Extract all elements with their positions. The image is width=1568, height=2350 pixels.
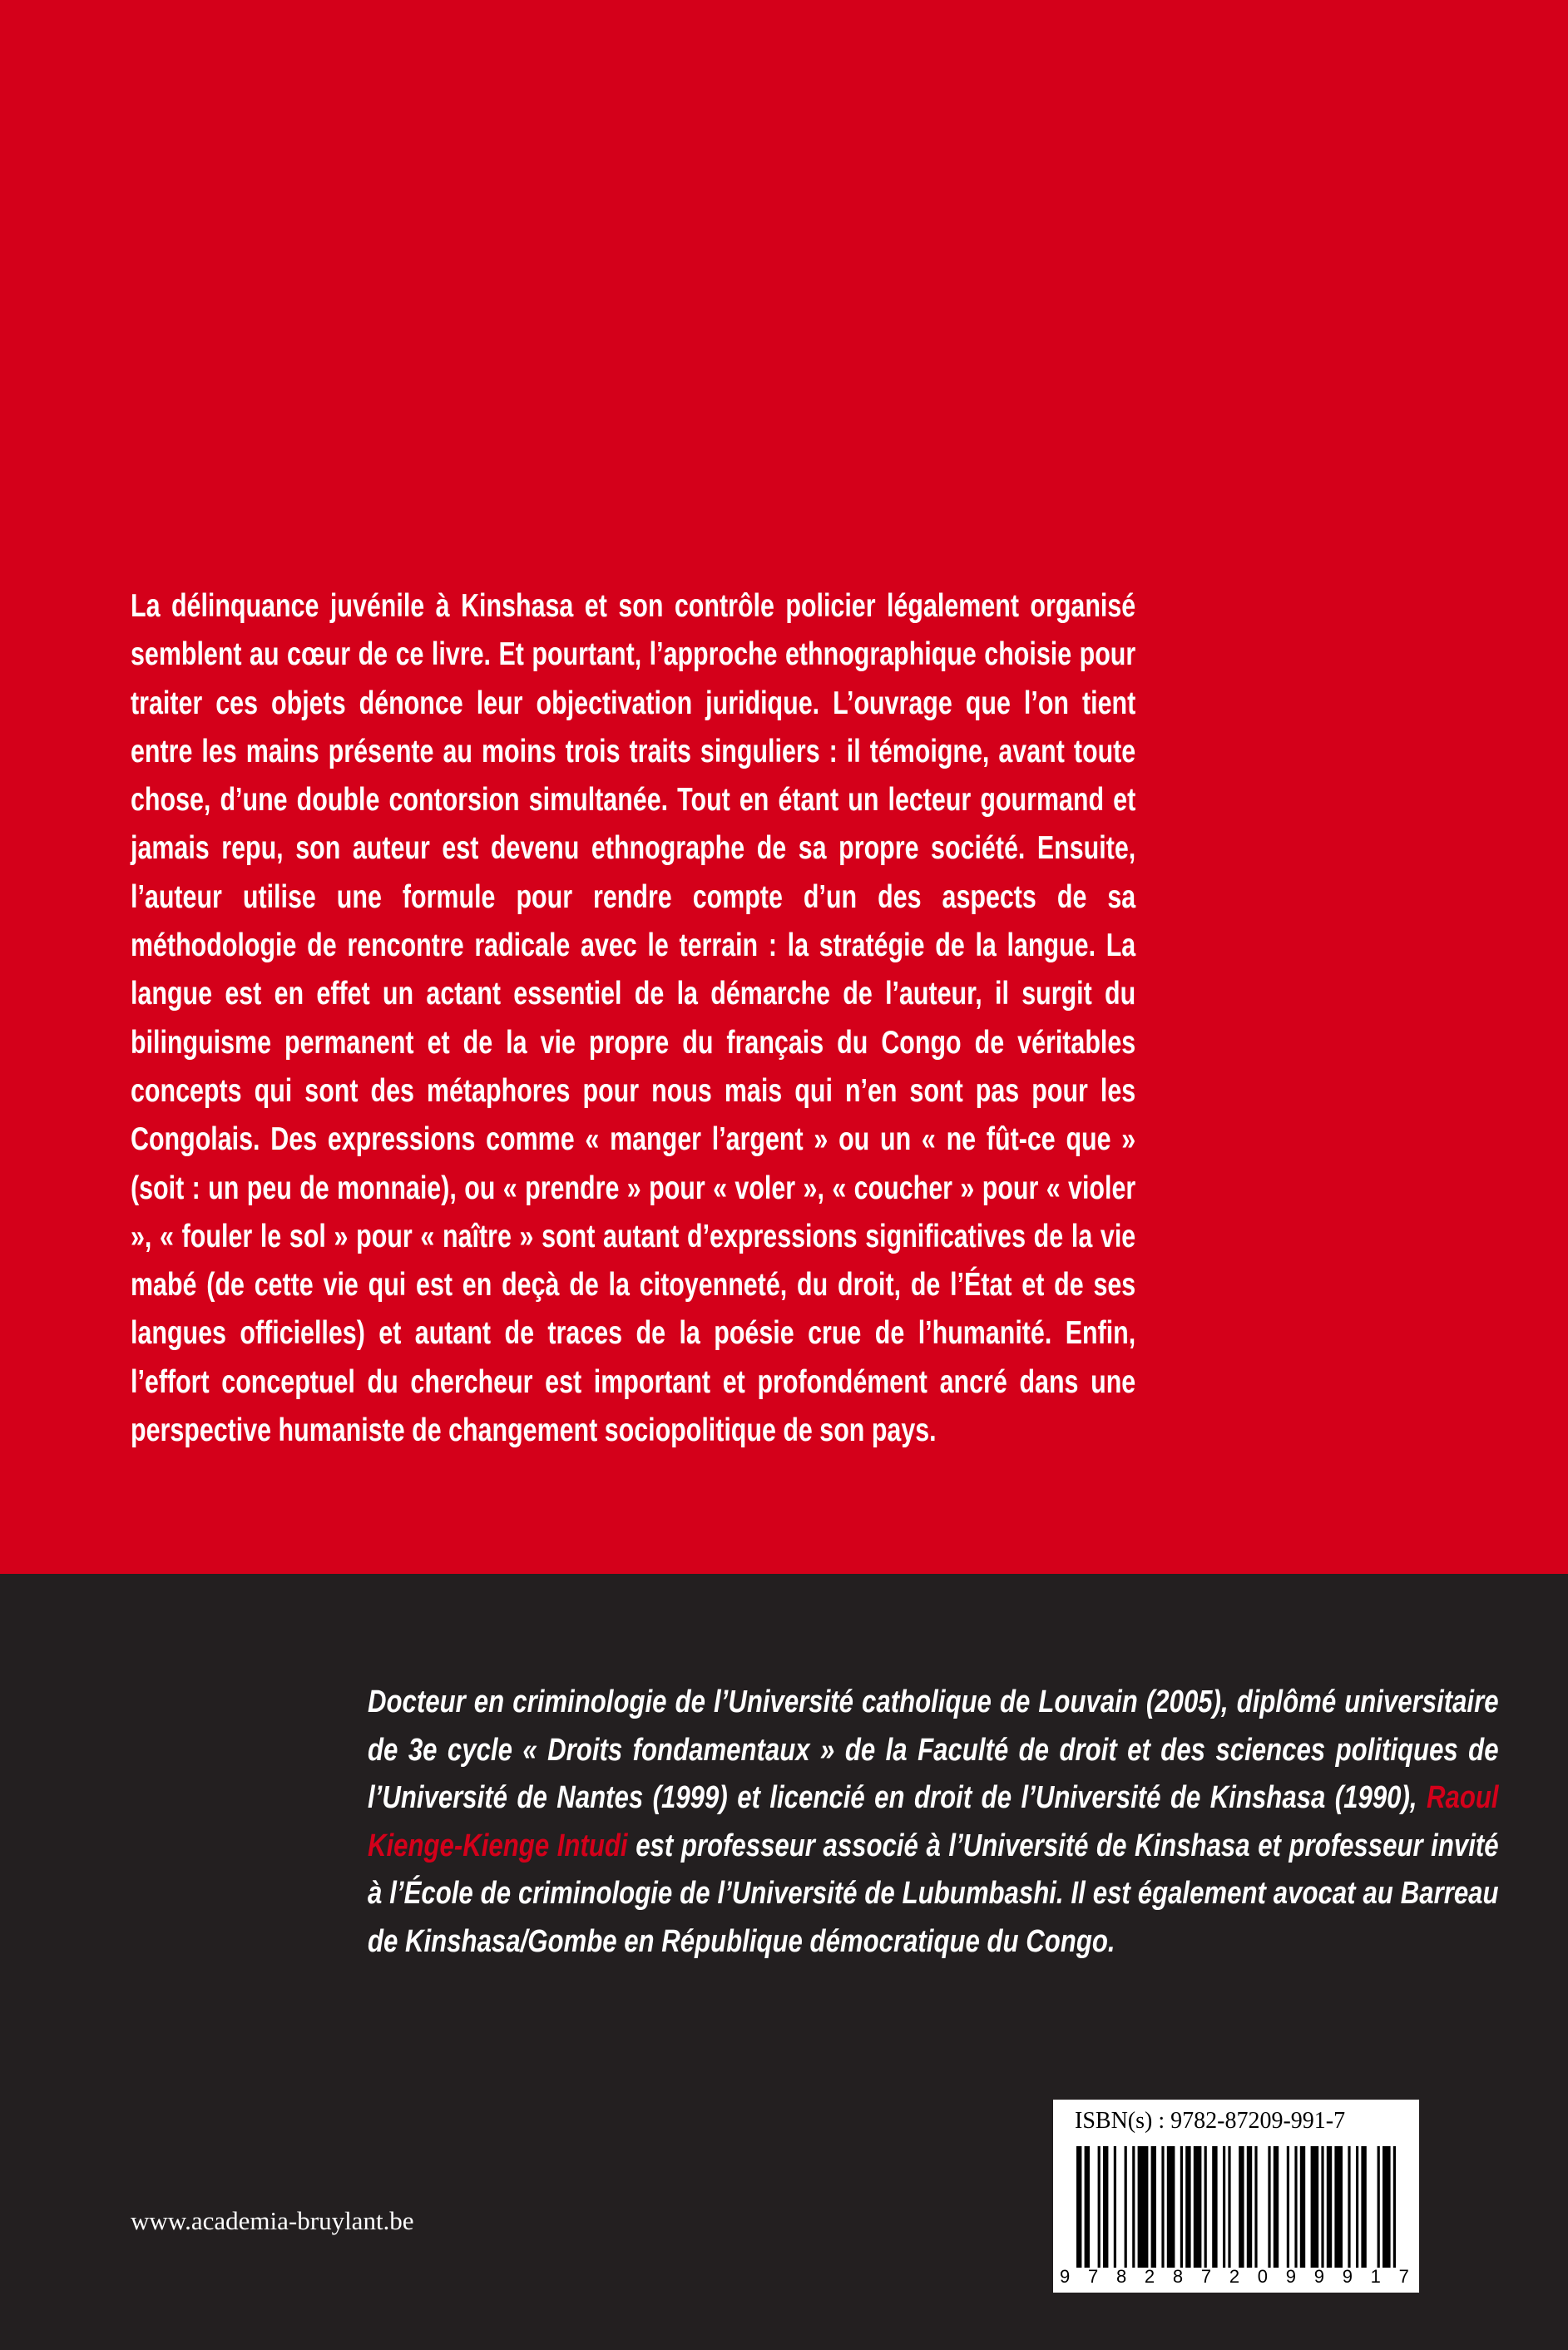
barcode-bar [1356, 2146, 1358, 2268]
barcode-bar [1300, 2146, 1305, 2268]
barcode-bar [1114, 2146, 1116, 2268]
barcode-digit: 7 [1398, 2266, 1409, 2287]
barcode-bar [1125, 2146, 1127, 2268]
barcode-bar [1239, 2146, 1244, 2268]
barcode-bar [1247, 2146, 1252, 2268]
barcode-digit: 7 [1200, 2266, 1212, 2287]
barcode-bar [1180, 2146, 1183, 2268]
barcode-digit: 8 [1172, 2266, 1184, 2287]
barcode-bar [1223, 2146, 1225, 2268]
barcode-bar [1294, 2146, 1297, 2268]
author-name: Raoul Kienge-Kienge Intudi [368, 1780, 1499, 1863]
barcode-bar [1138, 2146, 1149, 2268]
barcode-bar [1311, 2146, 1319, 2268]
barcode-bar [1348, 2146, 1350, 2268]
barcode-digit: 1 [1370, 2266, 1381, 2287]
barcode-bar [1378, 2146, 1380, 2268]
barcode-bar [1361, 2146, 1366, 2268]
barcode-bar [1098, 2146, 1101, 2268]
barcode-bar [1287, 2146, 1289, 2268]
barcode-digit: 9 [1060, 2266, 1071, 2287]
barcode-bar [1274, 2146, 1279, 2268]
barcode-digit: 9 [1313, 2266, 1324, 2287]
barcode-digit: 2 [1229, 2266, 1240, 2287]
barcode-bar [1254, 2146, 1257, 2268]
bio-text-start: Docteur en criminologie de l’Université catholique de Louvain (2005), diplômé universitaire de 3e cycle « Droits fondamentaux » de la Faculté de droit et des sciences politiques de l’Université de Nantes (1999) et licencié en droit de l’Université de Kinshasa (1990), [368, 1685, 1499, 1815]
barcode-bars [1076, 2146, 1396, 2268]
barcode-bar [1103, 2146, 1108, 2268]
barcode-bar [1393, 2146, 1396, 2268]
barcode-bar [1132, 2146, 1135, 2268]
barcode-bar [1383, 2146, 1391, 2268]
barcode-digit: 2 [1144, 2266, 1155, 2287]
barcode-bar [1194, 2146, 1202, 2268]
publisher-website[interactable]: www.academia-bruylant.be [131, 2206, 414, 2235]
barcode-digit: 0 [1257, 2266, 1269, 2287]
barcode-bar [1076, 2146, 1081, 2268]
bio-text-end: est professeur associé à l’Université de Kinshasa et professeur invité à l’École de criminologie de l’Université de Lubumbashi. Il est également avocat au Barreau de Kinshasa/Gombe en République démocratique du Congo. [368, 1828, 1499, 1959]
barcode-digit: 8 [1115, 2266, 1127, 2287]
barcode-digit: 9 [1285, 2266, 1296, 2287]
barcode-bar [1268, 2146, 1270, 2268]
barcode-bar [1204, 2146, 1207, 2268]
barcode-bar [1161, 2146, 1164, 2268]
author-bio [368, 1679, 1499, 1966]
barcode-bar [1085, 2146, 1090, 2268]
barcode-digit: 9 [1342, 2266, 1353, 2287]
barcode-digit: 7 [1087, 2266, 1099, 2287]
barcode-bar [1151, 2146, 1156, 2268]
barcode-bar [1228, 2146, 1230, 2268]
barcode-bar [1321, 2146, 1323, 2268]
isbn-label: ISBN(s) : 9782-87209-991-7 [1075, 2108, 1346, 2134]
barcode-bar [1212, 2146, 1217, 2268]
barcode-bar [1167, 2146, 1175, 2268]
barcode-bar [1185, 2146, 1190, 2268]
barcode-bar [1327, 2146, 1332, 2268]
barcode-digits [1060, 2266, 1409, 2288]
isbn-barcode-box [1053, 2100, 1419, 2293]
barcode-bar [1334, 2146, 1343, 2268]
summary-text: La délinquance juvénile à Kinshasa et son contrôle policier légalement organisé semblent au cœur de ce livre. Et pourtant, l’approche ethnographique choisie pour traiter ces objets dénonce leur objectivation juridique. L’ouvrage que l’on tient entre les mains présente au moins trois traits singuliers : il témoigne, avant toute chose, d’une double contorsion simultanée. Tout en étant un lecteur gourmand et jamais repu, son auteur est devenu ethnographe de sa propre société. Ensuite, l’auteur utilise une formule pour rendre compte d’un des aspects de sa méthodologie de rencontre radicale avec le terrain : la stratégie de la langue. La langue est en effet un actant essentiel de la démarche de l’auteur, il surgit du bilinguisme permanent et de la vie propre du français du Congo de véritables concepts qui sont des métaphores pour nous mais qui n’en sont pas pour les Congolais. Des expressions comme « manger l’argent » ou un « ne fût-ce que » (soit : un peu de monnaie), ou « prendre » pour « voler », « coucher » pour « violer », « fouler le sol » pour « naître » sont autant d’expressions significatives de la vie mabé (de cette vie qui est en deçà de la citoyenneté, du droit, de l’État et de ses langues officielles) et autant de traces de la poésie crue de l’humanité. Enfin, l’effort conceptuel du chercheur est important et profondément ancré dans une perspective humaniste de changement sociopolitique de son pays. [131, 588, 1136, 1449]
